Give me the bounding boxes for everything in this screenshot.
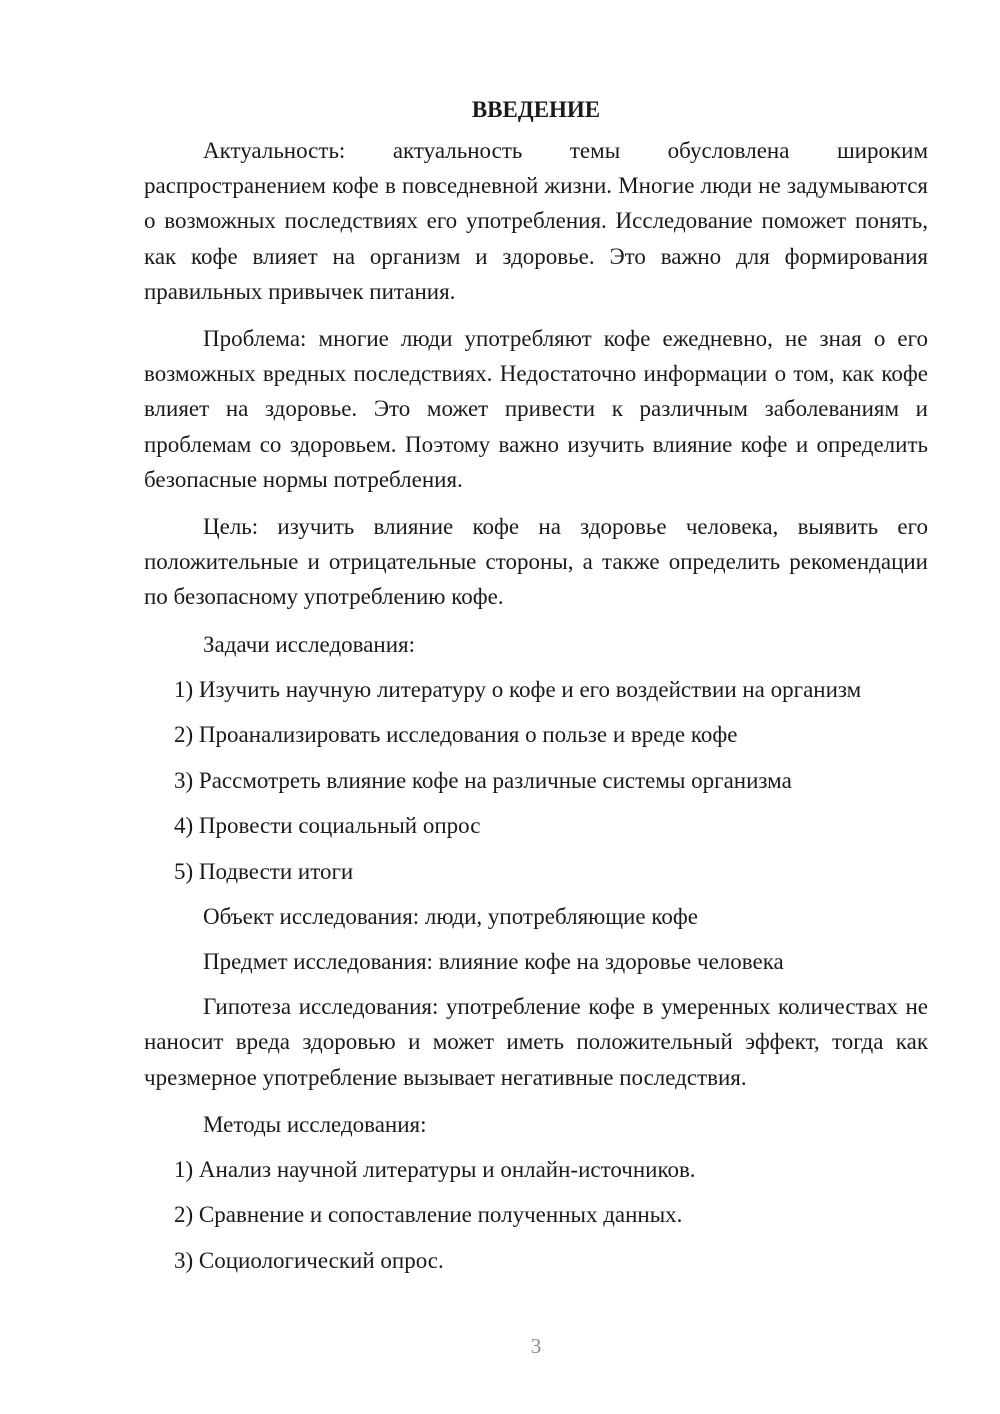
list-item: 2) Сравнение и сопоставление полученных данных. — [174, 1202, 683, 1228]
list-item: 5) Подвести итоги — [174, 858, 354, 884]
hypothesis-paragraph: Гипотеза исследования: употребление кофе в умеренных количествах не наносит вреда здоровью и может иметь положительный эффект, тогда как чрезмерное употребление вызывает негативные последствия. — [144, 994, 928, 1090]
page-content — [144, 92, 928, 1288]
list-item: 4) Провести социальный опрос — [174, 813, 481, 839]
methods-heading: Методы исследования: — [203, 1111, 427, 1137]
section-title: ВВЕДЕНИЕ — [471, 97, 601, 122]
methods-list — [144, 1152, 928, 1278]
tasks-list — [144, 672, 928, 889]
relevance-paragraph: Актуальность: актуальность темы обусловлена широким распространением кофе в повседневной жизни. Многие люди не задумываются о возможных последствиях его употребления. Исследование поможет понять, как кофе влияет на организм и здоровье. Это важно для формирования правильных привычек питания. — [144, 138, 928, 304]
page-number: 3 — [530, 1334, 542, 1358]
list-item: 3) Социологический опрос. — [174, 1247, 444, 1273]
list-item: 2) Проанализировать исследования о пользе и вреде кофе — [174, 722, 738, 748]
list-item: 3) Рассмотреть влияние кофе на различные системы организма — [174, 767, 792, 793]
list-item: 1) Анализ научной литературы и онлайн-источников. — [174, 1156, 696, 1182]
list-item: 1) Изучить научную литературу о кофе и его воздействии на организм — [174, 676, 862, 702]
research-object: Объект исследования: люди, употребляющие кофе — [203, 904, 698, 930]
goal-paragraph: Цель: изучить влияние кофе на здоровье человека, выявить его положительные и отрицательные стороны, а также определить рекомендации по безопасному употреблению кофе. — [144, 514, 928, 610]
problem-paragraph: Проблема: многие люди употребляют кофе ежедневно, не зная о его возможных вредных последствиях. Недостаточно информации о том, как кофе влияет на здоровье. Это может привести к различным заболеваниям и проблемам со здоровьем. Поэтому важно изучить влияние кофе и определить безопасные нормы потребления. — [144, 326, 928, 492]
research-subject: Предмет исследования: влияние кофе на здоровье человека — [203, 949, 784, 975]
tasks-heading: Задачи исследования: — [203, 631, 416, 657]
